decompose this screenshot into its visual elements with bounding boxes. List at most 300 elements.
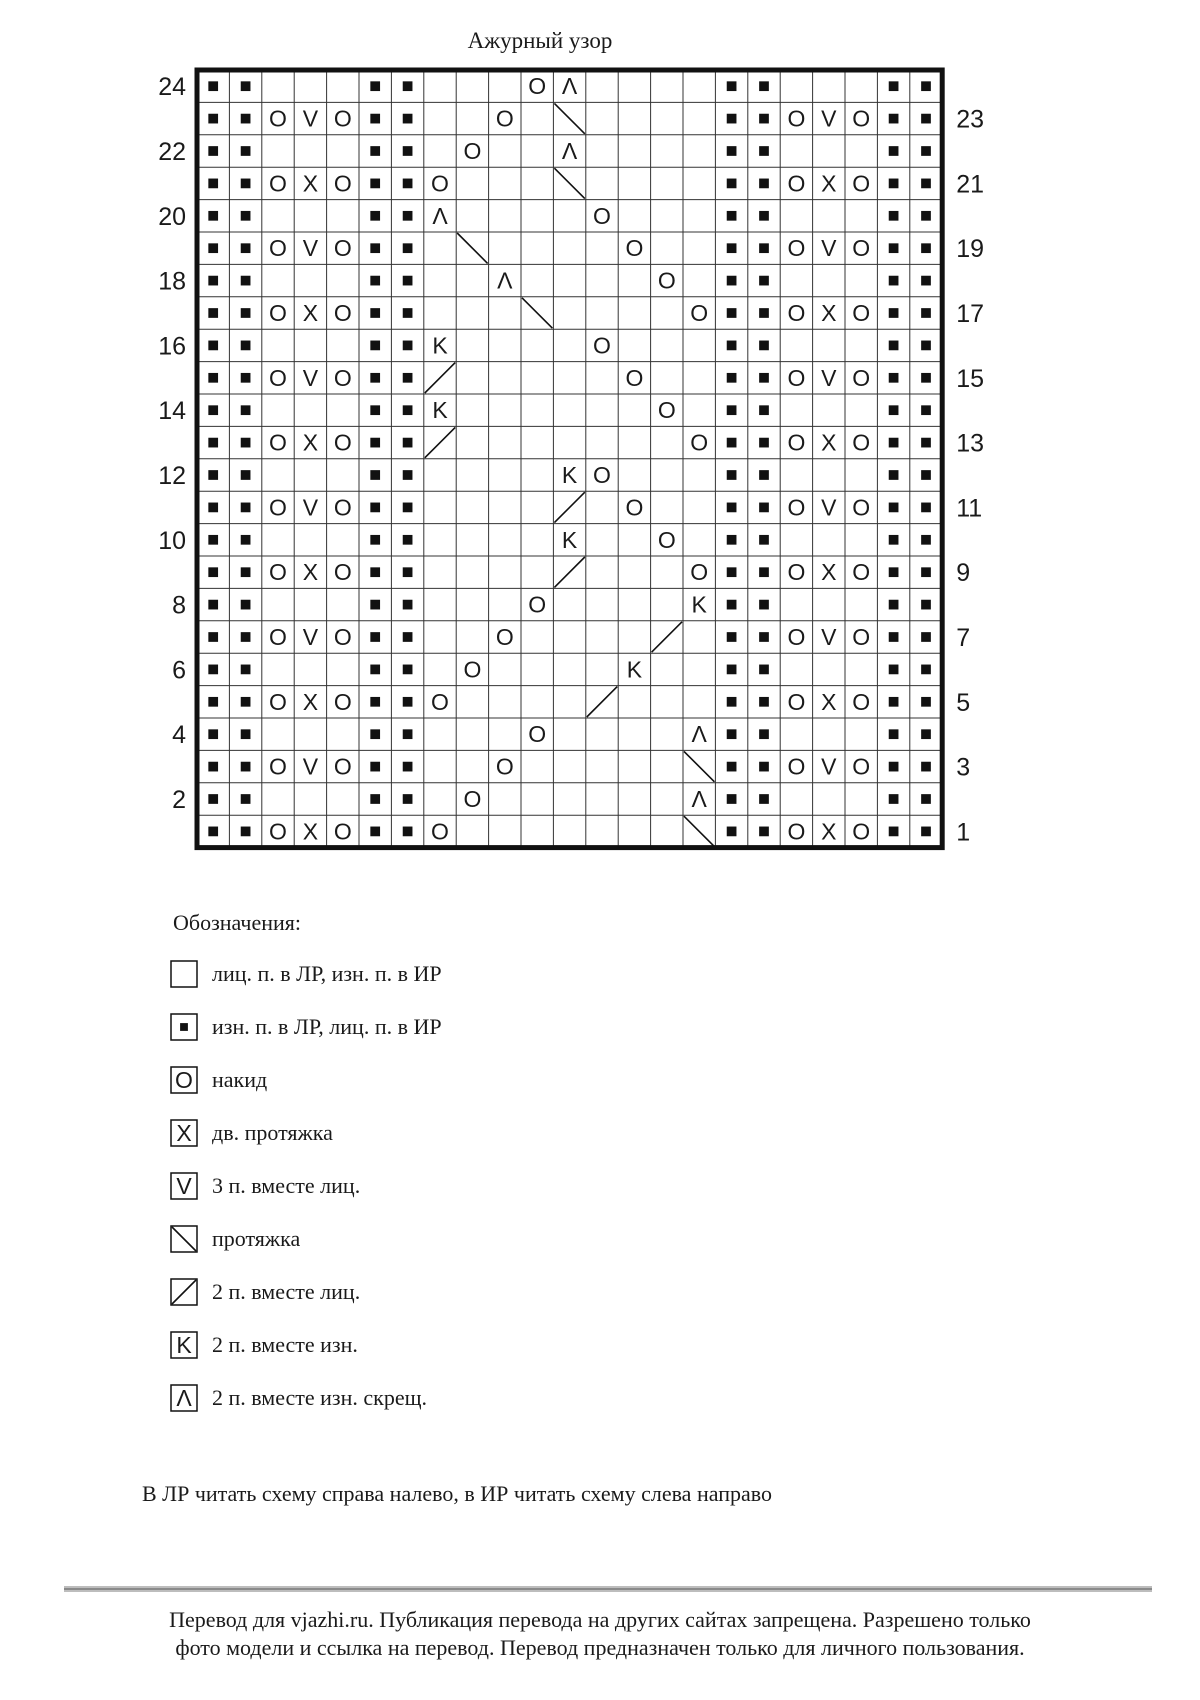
yarn-over-mark: O bbox=[657, 526, 676, 553]
purl-dot-mark bbox=[921, 114, 931, 124]
yarn-over-mark: O bbox=[175, 1067, 193, 1093]
footer-line-2: фото модели и ссылка на перевод. Перевод предназначен только для личного пользования. bbox=[175, 1635, 1025, 1660]
purl-dot-mark bbox=[370, 665, 380, 675]
purl-dot-mark bbox=[921, 243, 931, 253]
yarn-over-mark: O bbox=[431, 170, 449, 197]
purl-dot-mark bbox=[241, 632, 251, 642]
yarn-over-mark: O bbox=[269, 818, 287, 845]
yarn-over-mark: O bbox=[852, 170, 871, 197]
purl-dot-mark bbox=[370, 243, 380, 253]
legend-symbol-box bbox=[170, 1066, 198, 1094]
purl-dot-mark bbox=[727, 211, 737, 221]
legend-symbol-box bbox=[170, 1172, 198, 1200]
yarn-over-mark: O bbox=[593, 332, 611, 359]
two-together-purl-mark: K bbox=[561, 462, 578, 488]
yarn-over-mark: O bbox=[463, 786, 482, 812]
yarn-over-mark: O bbox=[269, 105, 287, 132]
three-together-knit-mark: V bbox=[302, 753, 319, 780]
row-number-left: 24 bbox=[158, 73, 186, 102]
purl-dot-mark bbox=[727, 438, 737, 448]
row-number-right: 3 bbox=[956, 753, 971, 782]
purl-dot-mark bbox=[241, 179, 251, 189]
purl-dot-mark bbox=[403, 373, 413, 383]
yarn-over-mark: O bbox=[333, 624, 352, 650]
purl-dot-mark bbox=[889, 632, 899, 642]
row-number-left: 20 bbox=[158, 202, 186, 231]
purl-dot-mark bbox=[921, 665, 931, 675]
purl-dot-mark bbox=[759, 697, 769, 707]
purl-dot-mark bbox=[889, 114, 899, 124]
purl-dot-mark bbox=[241, 243, 251, 253]
purl-dot-mark bbox=[403, 632, 413, 642]
yarn-over-mark: O bbox=[269, 624, 287, 650]
double-slip-mark: X bbox=[302, 429, 319, 456]
yarn-over-mark: O bbox=[333, 429, 352, 456]
purl-dot-mark bbox=[727, 373, 737, 383]
purl-dot-mark bbox=[727, 600, 737, 610]
purl-dot-mark bbox=[921, 503, 931, 513]
purl-dot-mark bbox=[759, 308, 769, 318]
yarn-over-mark: O bbox=[463, 656, 482, 683]
purl-dot-mark bbox=[727, 503, 737, 513]
yarn-over-mark: O bbox=[690, 300, 709, 326]
purl-dot-mark bbox=[759, 405, 769, 415]
purl-dot-mark bbox=[208, 405, 218, 415]
purl-dot-mark bbox=[180, 1023, 188, 1031]
purl-dot-mark bbox=[370, 535, 380, 545]
two-together-purl-crossed-mark: Λ bbox=[561, 138, 578, 164]
purl-dot-mark bbox=[208, 632, 218, 642]
purl-dot-mark bbox=[208, 535, 218, 545]
yarn-over-mark: O bbox=[690, 429, 709, 456]
yarn-over-mark: O bbox=[787, 105, 806, 132]
purl-dot-mark bbox=[759, 114, 769, 124]
purl-dot-mark bbox=[727, 632, 737, 642]
three-together-knit-mark: V bbox=[302, 364, 319, 391]
yarn-over-mark: O bbox=[852, 624, 871, 650]
purl-dot-mark bbox=[370, 341, 380, 351]
purl-dot-mark bbox=[889, 567, 899, 577]
chart-title: Ажурный узор bbox=[467, 28, 613, 53]
purl-dot-mark bbox=[241, 794, 251, 804]
yarn-over-mark: O bbox=[787, 429, 806, 456]
yarn-over-mark: O bbox=[787, 170, 806, 197]
two-together-purl-mark: K bbox=[176, 1332, 192, 1358]
purl-dot-mark bbox=[889, 827, 899, 837]
yarn-over-mark: O bbox=[787, 688, 806, 715]
legend-box-frame bbox=[171, 961, 197, 987]
purl-dot-mark bbox=[727, 697, 737, 707]
three-together-knit-mark: V bbox=[821, 364, 837, 391]
purl-dot-mark bbox=[208, 762, 218, 772]
row-number-left: 12 bbox=[158, 462, 186, 490]
two-together-purl-mark: K bbox=[626, 656, 643, 683]
purl-dot-mark bbox=[889, 697, 899, 707]
yarn-over-mark: O bbox=[593, 202, 611, 229]
row-number-left: 18 bbox=[158, 267, 186, 296]
double-slip-mark: X bbox=[821, 170, 837, 197]
purl-dot-mark bbox=[403, 308, 413, 318]
purl-dot-mark bbox=[921, 827, 931, 837]
purl-dot-mark bbox=[759, 600, 769, 610]
purl-dot-mark bbox=[370, 827, 380, 837]
purl-dot-mark bbox=[759, 438, 769, 448]
yarn-over-mark: O bbox=[333, 753, 352, 780]
three-together-knit-mark: V bbox=[821, 494, 837, 521]
yarn-over-mark: O bbox=[269, 300, 287, 326]
purl-dot-mark bbox=[370, 729, 380, 739]
yarn-over-mark: O bbox=[269, 364, 287, 391]
purl-dot-mark bbox=[889, 794, 899, 804]
row-number-left: 14 bbox=[158, 397, 186, 426]
yarn-over-mark: O bbox=[528, 591, 547, 618]
purl-dot-mark bbox=[370, 632, 380, 642]
purl-dot-mark bbox=[241, 535, 251, 545]
purl-dot-mark bbox=[759, 243, 769, 253]
purl-dot-mark bbox=[889, 243, 899, 253]
purl-dot-mark bbox=[241, 438, 251, 448]
double-slip-mark: X bbox=[821, 429, 837, 456]
purl-dot-mark bbox=[208, 827, 218, 837]
double-slip-mark: X bbox=[821, 559, 837, 586]
purl-dot-mark bbox=[759, 794, 769, 804]
yarn-over-mark: O bbox=[787, 624, 806, 650]
purl-dot-mark bbox=[208, 503, 218, 513]
purl-dot-mark bbox=[759, 81, 769, 91]
purl-dot-mark bbox=[889, 341, 899, 351]
purl-dot-mark bbox=[241, 276, 251, 286]
purl-dot-mark bbox=[921, 697, 931, 707]
purl-dot-mark bbox=[403, 600, 413, 610]
purl-dot-mark bbox=[759, 179, 769, 189]
legend-symbol-box bbox=[170, 1384, 198, 1412]
purl-dot-mark bbox=[403, 438, 413, 448]
purl-dot-mark bbox=[403, 81, 413, 91]
purl-dot-mark bbox=[727, 470, 737, 480]
purl-dot-mark bbox=[727, 794, 737, 804]
purl-dot-mark bbox=[759, 762, 769, 772]
yarn-over-mark: O bbox=[657, 397, 676, 424]
footer-line-1: Перевод для vjazhi.ru. Публикация перевода на других сайтах запрещена. Разрешено только bbox=[169, 1607, 1031, 1632]
legend-symbol-box bbox=[170, 1225, 198, 1253]
purl-dot-mark bbox=[889, 535, 899, 545]
purl-dot-mark bbox=[370, 276, 380, 286]
yarn-over-mark: O bbox=[269, 559, 287, 586]
two-together-purl-crossed-mark: Λ bbox=[691, 786, 707, 812]
legend-label: 2 п. вместе изн. bbox=[212, 1332, 358, 1357]
double-slip-mark: X bbox=[302, 559, 319, 586]
purl-dot-mark bbox=[241, 308, 251, 318]
legend-label: накид bbox=[212, 1067, 268, 1092]
purl-dot-mark bbox=[403, 470, 413, 480]
purl-dot-mark bbox=[208, 114, 218, 124]
yarn-over-mark: O bbox=[333, 818, 352, 845]
double-slip-mark: X bbox=[821, 688, 837, 715]
row-number-left: 16 bbox=[158, 332, 186, 361]
purl-dot-mark bbox=[759, 665, 769, 675]
purl-dot-mark bbox=[889, 373, 899, 383]
yarn-over-mark: O bbox=[333, 364, 352, 391]
double-slip-mark: X bbox=[821, 818, 837, 845]
purl-dot-mark bbox=[759, 632, 769, 642]
three-together-knit-mark: V bbox=[302, 235, 319, 262]
purl-dot-mark bbox=[241, 373, 251, 383]
purl-dot-mark bbox=[370, 114, 380, 124]
purl-dot-mark bbox=[241, 762, 251, 772]
yarn-over-mark: O bbox=[787, 364, 806, 391]
purl-dot-mark bbox=[208, 600, 218, 610]
yarn-over-mark: O bbox=[333, 559, 352, 586]
yarn-over-mark: O bbox=[431, 688, 449, 715]
purl-dot-mark bbox=[370, 794, 380, 804]
purl-dot-mark bbox=[370, 600, 380, 610]
yarn-over-mark: O bbox=[657, 267, 676, 294]
purl-dot-mark bbox=[370, 146, 380, 156]
purl-dot-mark bbox=[403, 405, 413, 415]
purl-dot-mark bbox=[727, 567, 737, 577]
purl-dot-mark bbox=[727, 665, 737, 675]
purl-dot-mark bbox=[727, 762, 737, 772]
purl-dot-mark bbox=[208, 665, 218, 675]
yarn-over-mark: O bbox=[333, 688, 352, 715]
purl-dot-mark bbox=[727, 405, 737, 415]
purl-dot-mark bbox=[889, 405, 899, 415]
purl-dot-mark bbox=[727, 535, 737, 545]
legend-label: лиц. п. в ЛР, изн. п. в ИР bbox=[212, 961, 442, 986]
purl-dot-mark bbox=[889, 179, 899, 189]
purl-dot-mark bbox=[889, 146, 899, 156]
three-together-knit-mark: V bbox=[821, 753, 837, 780]
double-slip-mark: X bbox=[302, 170, 319, 197]
purl-dot-mark bbox=[727, 81, 737, 91]
legend-label: протяжка bbox=[212, 1226, 301, 1251]
purl-dot-mark bbox=[727, 308, 737, 318]
purl-dot-mark bbox=[208, 211, 218, 221]
yarn-over-mark: O bbox=[333, 235, 352, 262]
purl-dot-mark bbox=[727, 114, 737, 124]
three-together-knit-mark: V bbox=[176, 1173, 192, 1199]
purl-dot-mark bbox=[241, 729, 251, 739]
legend-symbol-box bbox=[170, 1278, 198, 1306]
legend-symbol-box bbox=[170, 960, 198, 988]
yarn-over-mark: O bbox=[625, 235, 644, 262]
purl-dot-mark bbox=[889, 438, 899, 448]
purl-dot-mark bbox=[208, 146, 218, 156]
purl-dot-mark bbox=[403, 243, 413, 253]
purl-dot-mark bbox=[921, 729, 931, 739]
footer-divider bbox=[64, 1585, 1152, 1593]
purl-dot-mark bbox=[208, 81, 218, 91]
purl-dot-mark bbox=[208, 373, 218, 383]
legend-symbol-box bbox=[170, 1331, 198, 1359]
purl-dot-mark bbox=[370, 438, 380, 448]
purl-dot-mark bbox=[208, 308, 218, 318]
purl-dot-mark bbox=[208, 697, 218, 707]
purl-dot-mark bbox=[403, 114, 413, 124]
yarn-over-mark: O bbox=[269, 429, 287, 456]
purl-dot-mark bbox=[403, 827, 413, 837]
purl-dot-mark bbox=[208, 729, 218, 739]
yarn-over-mark: O bbox=[333, 494, 352, 521]
purl-dot-mark bbox=[241, 665, 251, 675]
two-together-purl-crossed-mark: Λ bbox=[176, 1385, 192, 1411]
yarn-over-mark: O bbox=[852, 429, 871, 456]
yarn-over-mark: O bbox=[787, 559, 806, 586]
purl-dot-mark bbox=[889, 503, 899, 513]
purl-dot-mark bbox=[403, 276, 413, 286]
two-together-purl-mark: K bbox=[432, 332, 448, 359]
yarn-over-mark: O bbox=[495, 624, 514, 650]
purl-dot-mark bbox=[921, 535, 931, 545]
purl-dot-mark bbox=[727, 179, 737, 189]
reading-note: В ЛР читать схему справа налево, в ИР читать схему слева направо bbox=[142, 1481, 772, 1506]
legend-label: дв. протяжка bbox=[212, 1120, 333, 1145]
purl-dot-mark bbox=[889, 308, 899, 318]
row-number-left: 8 bbox=[172, 591, 186, 620]
purl-dot-mark bbox=[241, 405, 251, 415]
three-together-knit-mark: V bbox=[821, 235, 837, 262]
purl-dot-mark bbox=[759, 535, 769, 545]
yarn-over-mark: O bbox=[269, 235, 287, 262]
purl-dot-mark bbox=[241, 81, 251, 91]
two-together-purl-crossed-mark: Λ bbox=[497, 267, 513, 294]
yarn-over-mark: O bbox=[528, 721, 547, 748]
purl-dot-mark bbox=[208, 438, 218, 448]
yarn-over-mark: O bbox=[495, 753, 514, 780]
row-number-right: 17 bbox=[956, 300, 985, 328]
purl-dot-mark bbox=[208, 794, 218, 804]
purl-dot-mark bbox=[921, 276, 931, 286]
row-number-left: 4 bbox=[172, 721, 186, 750]
row-number-right: 11 bbox=[956, 494, 983, 523]
yarn-over-mark: O bbox=[269, 753, 287, 780]
yarn-over-mark: O bbox=[852, 105, 871, 132]
purl-dot-mark bbox=[370, 373, 380, 383]
purl-dot-mark bbox=[403, 179, 413, 189]
purl-dot-mark bbox=[370, 405, 380, 415]
purl-dot-mark bbox=[759, 503, 769, 513]
purl-dot-mark bbox=[921, 308, 931, 318]
purl-dot-mark bbox=[727, 276, 737, 286]
purl-dot-mark bbox=[921, 211, 931, 221]
legend-label: изн. п. в ЛР, лиц. п. в ИР bbox=[212, 1014, 442, 1039]
yarn-over-mark: O bbox=[787, 494, 806, 521]
purl-dot-mark bbox=[921, 470, 931, 480]
purl-dot-mark bbox=[889, 600, 899, 610]
purl-dot-mark bbox=[889, 81, 899, 91]
purl-dot-mark bbox=[889, 276, 899, 286]
purl-dot-mark bbox=[759, 341, 769, 351]
purl-dot-mark bbox=[403, 146, 413, 156]
purl-dot-mark bbox=[921, 179, 931, 189]
purl-dot-mark bbox=[208, 470, 218, 480]
purl-dot-mark bbox=[727, 827, 737, 837]
yarn-over-mark: O bbox=[852, 235, 871, 262]
purl-dot-mark bbox=[208, 567, 218, 577]
yarn-over-mark: O bbox=[495, 105, 514, 132]
purl-dot-mark bbox=[921, 373, 931, 383]
purl-dot-mark bbox=[759, 146, 769, 156]
purl-dot-mark bbox=[241, 341, 251, 351]
yarn-over-mark: O bbox=[528, 73, 547, 100]
double-slip-mark: X bbox=[302, 818, 319, 845]
yarn-over-mark: O bbox=[593, 462, 611, 488]
purl-dot-mark bbox=[241, 827, 251, 837]
purl-dot-mark bbox=[727, 729, 737, 739]
purl-dot-mark bbox=[370, 567, 380, 577]
three-together-knit-mark: V bbox=[821, 105, 837, 132]
yarn-over-mark: O bbox=[269, 688, 287, 715]
row-number-right: 23 bbox=[956, 105, 985, 134]
purl-dot-mark bbox=[403, 729, 413, 739]
purl-dot-mark bbox=[370, 697, 380, 707]
purl-dot-mark bbox=[208, 341, 218, 351]
row-number-left: 10 bbox=[158, 526, 186, 555]
double-slip-mark: X bbox=[302, 688, 319, 715]
row-number-right: 5 bbox=[956, 688, 971, 717]
double-slip-mark: X bbox=[821, 300, 837, 326]
row-number-right: 21 bbox=[956, 170, 985, 199]
purl-dot-mark bbox=[759, 373, 769, 383]
row-number-right: 1 bbox=[956, 818, 971, 847]
purl-dot-mark bbox=[370, 308, 380, 318]
footer-text bbox=[60, 1606, 1140, 1662]
row-number-right: 13 bbox=[956, 429, 985, 458]
yarn-over-mark: O bbox=[852, 753, 871, 780]
purl-dot-mark bbox=[208, 243, 218, 253]
purl-dot-mark bbox=[241, 114, 251, 124]
two-together-purl-crossed-mark: Λ bbox=[691, 721, 707, 748]
purl-dot-mark bbox=[759, 827, 769, 837]
yarn-over-mark: O bbox=[852, 559, 871, 586]
purl-dot-mark bbox=[921, 567, 931, 577]
double-slip-mark: X bbox=[302, 300, 319, 326]
purl-dot-mark bbox=[370, 179, 380, 189]
purl-dot-mark bbox=[241, 503, 251, 513]
yarn-over-mark: O bbox=[333, 170, 352, 197]
purl-dot-mark bbox=[921, 794, 931, 804]
three-together-knit-mark: V bbox=[821, 624, 837, 650]
row-number-right: 7 bbox=[956, 624, 971, 652]
purl-dot-mark bbox=[370, 762, 380, 772]
purl-dot-mark bbox=[208, 276, 218, 286]
two-together-purl-mark: K bbox=[561, 526, 578, 553]
purl-dot-mark bbox=[403, 211, 413, 221]
purl-dot-mark bbox=[759, 276, 769, 286]
row-number-left: 22 bbox=[158, 138, 186, 166]
purl-dot-mark bbox=[370, 211, 380, 221]
purl-dot-mark bbox=[241, 211, 251, 221]
purl-dot-mark bbox=[759, 567, 769, 577]
purl-dot-mark bbox=[889, 470, 899, 480]
purl-dot-mark bbox=[759, 211, 769, 221]
two-together-purl-crossed-mark: Λ bbox=[561, 73, 578, 100]
purl-dot-mark bbox=[921, 762, 931, 772]
three-together-knit-mark: V bbox=[302, 624, 319, 650]
row-number-left: 2 bbox=[172, 786, 186, 814]
yarn-over-mark: O bbox=[625, 494, 644, 521]
purl-dot-mark bbox=[370, 81, 380, 91]
two-together-purl-crossed-mark: Λ bbox=[432, 202, 448, 229]
purl-dot-mark bbox=[921, 632, 931, 642]
yarn-over-mark: O bbox=[431, 818, 449, 845]
three-together-knit-mark: V bbox=[302, 494, 319, 521]
row-number-right: 19 bbox=[956, 235, 985, 264]
purl-dot-mark bbox=[921, 405, 931, 415]
yarn-over-mark: O bbox=[333, 105, 352, 132]
yarn-over-mark: O bbox=[787, 753, 806, 780]
purl-dot-mark bbox=[241, 567, 251, 577]
